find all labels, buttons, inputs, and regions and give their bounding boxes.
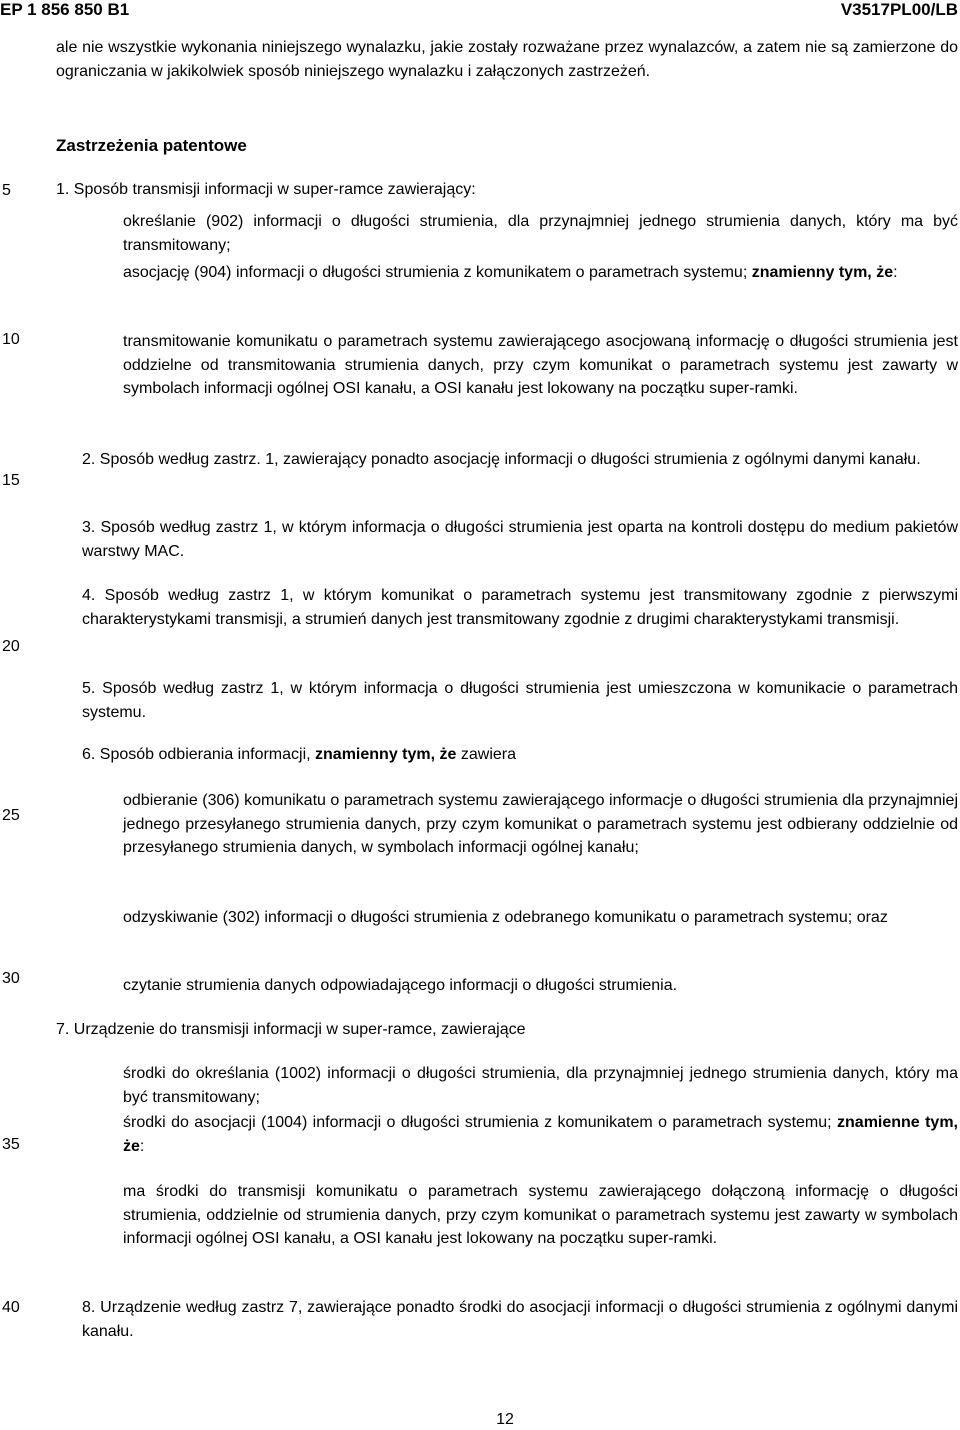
line-number: 5 [2,182,11,199]
claim-1-item-3: transmitowanie komunikatu o parametrach systemu zawierającego asocjowaną informację o długości strumienia jest oddzielne od transmitowania strumienia danych, przy czym komunikat o parametrach systemu jest zawarty w symbolach informacji ogólnej OSI kanału, a OSI kanału jest lokowany na początku super-ramki. [123,333,958,397]
claim-4: 4. Sposób według zastrz 1, w którym komunikat o parametrach systemu jest transmitowany zgodnie z pierwszymi charakterystykami transmisji, a strumień danych jest transmitowany zgodnie z drugimi charakterystykami transmisji. [82,587,958,628]
claim-2: 2. Sposób według zastrz. 1, zawierający ponadto asocjację informacji o długości strumienia z ogólnymi danymi kanału. [82,451,921,468]
line-number: 25 [2,807,20,824]
claim-6-item-3: czytanie strumienia danych odpowiadającego informacji o długości strumienia. [123,977,678,994]
claim-7-item-2: środki do asocjacji (1004) informacji o długości strumienia z komunikatem o parametrach systemu; znamienne tym, że: [123,1114,958,1155]
claim-5: 5. Sposób według zastrz 1, w którym informacja o długości strumienia jest umieszczona w komunikacie o parametrach systemu. [82,680,958,721]
document-code: V3517PL00/LB [840,0,958,19]
intro-paragraph: ale nie wszystkie wykonania niniejszego wynalazku, jakie zostały rozważane przez wynalazców, a zatem nie są zamierzone do ograniczania w jakikolwiek sposób niniejszego wynalazku i załączonych zastrzeżeń. [56,39,958,80]
claim-6-heading: 6. Sposób odbierania informacji, znamienny tym, że zawiera [82,746,516,763]
line-number: 30 [2,970,20,987]
claim-7-item-1: środki do określania (1002) informacji o długości strumienia, dla przynajmniej jednego strumienia danych, który ma być transmitowany; [123,1065,958,1106]
claim-1-item-1: określanie (902) informacji o długości strumienia, dla przynajmniej jednego strumienia danych, który ma być transmitowany; [123,213,958,254]
claim-7-item-3: ma środki do transmisji komunikatu o parametrach systemu zawierającego dołączoną informację o długości strumienia, oddzielnie od strumienia danych, przy czym komunikat o parametrach systemu jest zawarty w symbolach informacji ogólnej OSI kanału, a OSI kanału jest lokowany na początku super-ramki. [123,1183,958,1247]
line-number: 35 [2,1136,20,1153]
line-number: 40 [2,1299,20,1316]
claim-6-item-2: odzyskiwanie (302) informacji o długości strumienia z odebranego komunikatu o parametrach systemu; oraz [123,909,888,926]
claim-1-characterizing: znamienny tym, że [751,264,894,281]
page-number: 12 [496,1411,514,1428]
claim-6-characterizing: znamienny tym, że [315,746,457,763]
claim-3: 3. Sposób według zastrz 1, w którym informacja o długości strumienia jest oparta na kontroli dostępu do medium pakietów warstwy MAC. [82,519,958,560]
line-number: 15 [2,472,20,489]
claim-8: 8. Urządzenie według zastrz 7, zawierające ponadto środki do asocjacji informacji o długości strumienia z ogólnymi danymi kanału. [82,1299,958,1340]
line-number: 10 [2,331,20,348]
claim-7-characterizing: znamienne tym, że [123,1114,958,1155]
section-title: Zastrzeżenia patentowe [56,136,247,155]
claim-6-item-1: odbieranie (306) komunikatu o parametrach systemu zawierającego informacje o długości strumienia dla przynajmniej jednego przesyłanego strumienia danych, przy czym komunikat o parametrach systemu jest odbierany oddzielnie od przesyłanego strumienia danych, w symbolach informacji ogólnej kanału; [123,792,958,856]
claim-1-item-2: asocjację (904) informacji o długości strumienia z komunikatem o parametrach systemu; znamienny tym, że: [123,264,898,281]
claim-1-heading: 1. Sposób transmisji informacji w super-ramce zawierający: [56,181,476,198]
document-id: EP 1 856 850 B1 [0,0,130,19]
claim-7-heading: 7. Urządzenie do transmisji informacji w super-ramce, zawierające [56,1021,526,1038]
line-number: 20 [2,638,20,655]
